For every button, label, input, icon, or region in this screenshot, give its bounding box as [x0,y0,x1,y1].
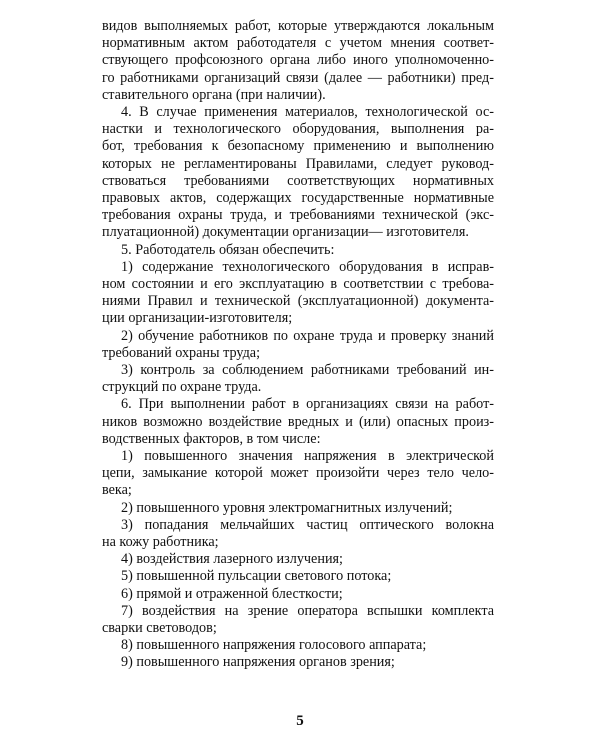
text-line: 4) воздействия лазерного излучения; [121,551,343,568]
text-line: водственных факторов, в том числе: [102,430,321,447]
text-line: требования охраны труда, и требованиями технической (экс- [102,207,494,224]
text-line: ции организации-изготовителя; [102,310,293,327]
text-line: ствующего профсоюзного органа либо иного уполномоченно- [102,52,494,69]
text-line: сварки световодов; [102,620,217,636]
text-line: 1) повышенного значения напряжения в электрической [121,448,494,464]
text-line: века; [102,482,132,499]
text-line: ников возможно воздействие вредных и (или) опасных произ- [102,413,494,430]
text-line: 3) попадания мельчайших частиц оптического волокна [121,516,494,533]
text-line: струкций по охране труда. [102,379,262,396]
text-line: 6. При выполнении работ в организациях связи на работ- [121,396,494,413]
text-line: 8) повышенного напряжения голосового аппарата; [121,637,427,654]
text-line: 9) повышенного напряжения органов зрения; [121,654,395,671]
text-line: 1) содержание технологического оборудования в исправ- [121,258,494,275]
text-line: настки и технологического оборудования, выполнения ра- [102,121,494,138]
text-line: бот, требования к безопасному применению и выполнению [102,138,494,155]
text-line: ствоваться требованиями соответствующих нормативных [102,172,494,189]
text-line: ном состоянии и его эксплуатацию в соответствии с требова- [102,276,494,292]
page-number: 5 [296,713,304,729]
text-line: правовых актов, содержащих государственные нормативные [102,190,494,206]
text-line: видов выполняемых работ, которые утверждаются локальным [102,18,494,34]
text-line: 4. В случае применения материалов, технологической ос- [121,104,494,120]
text-line: ниями Правил и технической (эксплуатационной) документа- [102,293,494,310]
text-line: плуатационной) документации организации— изготовителя. [102,224,469,241]
text-line: 2) повышенного уровня электромагнитных излучений; [121,499,453,516]
text-line: 5) повышенной пульсации светового потока; [121,568,392,585]
text-line: ставительного органа (при наличии). [102,86,326,103]
text-line: требований охраны труда; [102,344,261,361]
text-line: 3) контроль за соблюдением работниками требований ин- [121,362,494,378]
text-line: которых не регламентированы Правилами, следует руковод- [102,155,494,172]
text-line: 6) прямой и отраженной блесткости; [121,585,343,602]
text-line: нормативным актом работодателя с учетом мнения соответ- [102,35,494,52]
text-line: 7) воздействия на зрение оператора вспышки комплекта [121,602,494,619]
text-line: на кожу работника; [102,534,219,550]
text-line: 2) обучение работников по охране труда и проверку знаний [121,327,494,344]
text-line: го работниками организаций связи (далее — работники) пред- [102,69,494,86]
text-line: цепи, замыкание которой может произойти через тело чело- [102,465,494,482]
text-line: 5. Работодатель обязан обеспечить: [121,241,335,258]
